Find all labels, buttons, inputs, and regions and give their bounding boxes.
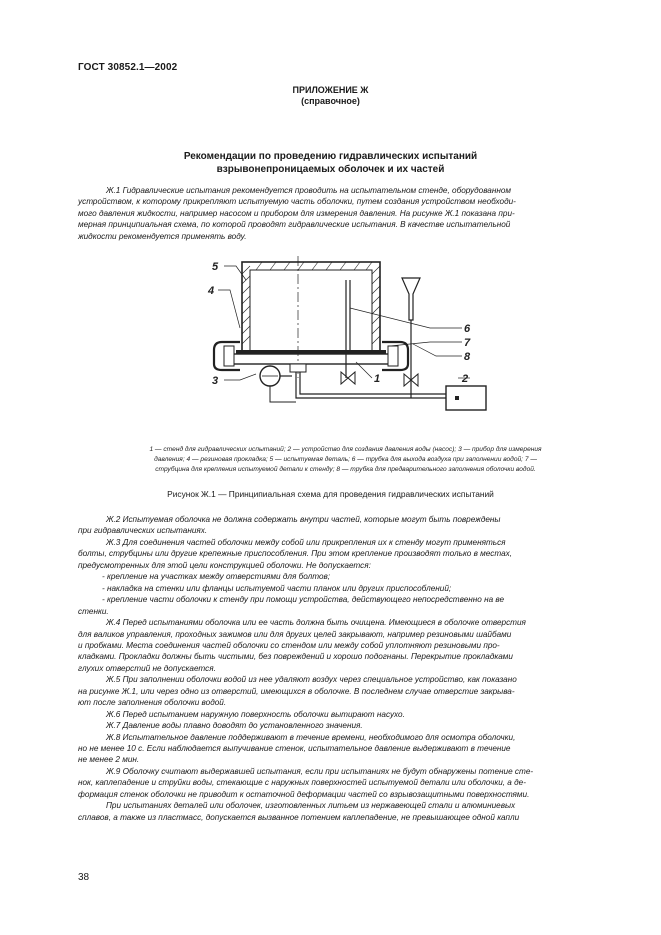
section-title-line-2: взрывонепроницаемых оболочек и их частей [216, 164, 445, 175]
figure-label-2: 2 [462, 373, 469, 385]
figure-legend-line-2: давления; 4 — резиновая прокладка; 5 — испытуемая деталь; 6 — трубка для выхода воздуха при заполнении водой; 7 — [154, 456, 537, 463]
pump-box [446, 386, 486, 410]
hydraulic-test-schematic [200, 250, 500, 415]
body-line: Ж.8 Испытательное давление поддерживают в течение времени, необходимого для осмотра оболочки, [106, 732, 516, 742]
body-line: не менее 2 мин. [78, 755, 140, 765]
intro-line: Ж.1 Гидравлические испытания рекомендуется проводить на испытательном стенде, оборудованном [106, 186, 512, 195]
rubber-gasket [236, 350, 386, 354]
body-line: ют после заполнения оболочки водой. [78, 698, 227, 708]
figure-legend-line-1: 1 — стенд для гидравлических испытаний; 2 — устройство для создания давления воды (насос); 3 — прибор для измерения [149, 446, 542, 453]
intro-line: мерная принципиальная схема, по которой проводят гидравлические испытания. В качестве испытательной [78, 220, 511, 230]
body-line: предусмотренных для этой цели конструкцией оболочки. Не допускается: [78, 560, 371, 570]
body-line: При испытаниях деталей или оболочек, изготовленных литьем из нержавеющей стали и алюминиевых [106, 801, 516, 811]
appendix-title: ПРИЛОЖЕНИЕ Ж [292, 85, 369, 95]
body-line: глухих отверстий не допускается. [78, 663, 216, 673]
figure-label-8: 8 [464, 351, 471, 363]
air-valve-icon [341, 372, 355, 384]
body-line: болты, струбцины или другие крепежные приспособления. При этом крепление производят только в местах, [78, 549, 512, 559]
body-line: при гидравлических испытаниях. [78, 526, 208, 536]
body-line: - крепление части оболочки к стенду при помощи устройства, действующего непосредственно на ве [102, 595, 505, 605]
page-number: 38 [78, 872, 90, 883]
figure-label-7: 7 [464, 337, 471, 349]
figure-label-6: 6 [464, 323, 471, 335]
body-line: Ж.9 Оболочку считают выдержавшей испытания, если при испытаниях не будут обнаружены потение сте- [106, 766, 534, 776]
intro-line: жидкости рекомендуется применять воду. [78, 231, 247, 241]
body-line: Ж.3 Для соединения частей оболочки между собой или прикрепления их к стенду могут применяться [106, 537, 506, 547]
body-line: нок, каплепадение и струйки воды, стекающие с наружных поверхностей испытуемой детали или оболочки, а де- [78, 778, 526, 788]
figure-label-3: 3 [212, 375, 219, 387]
test-part-inner-wall [250, 270, 372, 354]
body-line: Ж.4 Перед испытаниями оболочка или ее часть должна быть очищена. Имеющиеся в оболочке отверстия [106, 618, 526, 628]
body-line: - накладка на стенки или фланцы испытуемой части планок или других приспособлений; [102, 583, 452, 593]
body-line: Ж.6 Перед испытанием наружную поверхность оболочки вытирают насухо. [106, 709, 405, 719]
wall-hatching [242, 262, 380, 344]
body-line: Ж.5 При заполнении оболочки водой из нее удаляют воздух через специальное устройство, как показано [106, 675, 517, 685]
figure-label-4: 4 [208, 285, 215, 297]
body-line: и пробками. Места соединения частей оболочки со стендом или между собой уплотняют резиновыми про- [78, 640, 500, 650]
section-title-line-1: Рекомендации по проведению гидравлических испытаний [183, 151, 478, 162]
body-line: но не менее 10 с. Если наблюдается выпучивание стенок, испытательное давление выдерживают в течение [78, 744, 511, 753]
figure-label-5: 5 [212, 261, 219, 273]
body-line: Ж.7 Давление воды плавно доводят до установленного значения. [106, 721, 363, 731]
intro-line: мого давления жидкости, например насосом и прибором для измерения давления. На рисунке Ж.1 показана при- [78, 208, 515, 218]
body-line: кладками. Прокладки должны быть чистыми, без повреждений и хорошо подогнаны. Перекрытие прокладками [78, 652, 513, 662]
figure-caption: Рисунок Ж.1 — Принципиальная схема для проведения гидравлических испытаний [167, 489, 494, 499]
intro-line: устройством, к которому прикрепляют испытуемую часть оболочки, путем создания устройством необходи- [78, 197, 516, 207]
body-line: на рисунке Ж.1, или через одно из отверстий, имеющихся в оболочке. В последнем случае отверстие закрыва- [78, 686, 515, 696]
body-line: сплавов, а также из пластмасс, допускается вызванное потением каплепадение, не превышающее одной капли [78, 812, 520, 822]
body-line: стенки. [78, 606, 109, 616]
figure-legend-line-3: струбцина для крепления испытуемой детали к стенду; 8 — трубка для предварительного заполнения оболочки водой. [155, 466, 536, 473]
appendix-note: (справочное) [301, 96, 360, 106]
body-line: Ж.2 Испытуемая оболочка не должна содержать внутри частей, которые могут быть повреждены [106, 515, 501, 524]
test-part-outer-wall [242, 262, 380, 354]
figure-label-1: 1 [374, 373, 381, 385]
standard-header: ГОСТ 30852.1—2002 [78, 62, 178, 73]
body-line: формация стенок оболочки не приводит к остаточной деформации частей со взрывозащитными поверхностями. [78, 789, 530, 799]
body-line: для валиков управления, проходных зажимов или для других целей закрывают, например резиновыми шайбами [78, 629, 512, 639]
body-line: - крепление на участках между отверстиями для болтов; [102, 572, 331, 582]
stand-base-plate [228, 354, 394, 364]
filling-funnel-icon [402, 278, 420, 320]
